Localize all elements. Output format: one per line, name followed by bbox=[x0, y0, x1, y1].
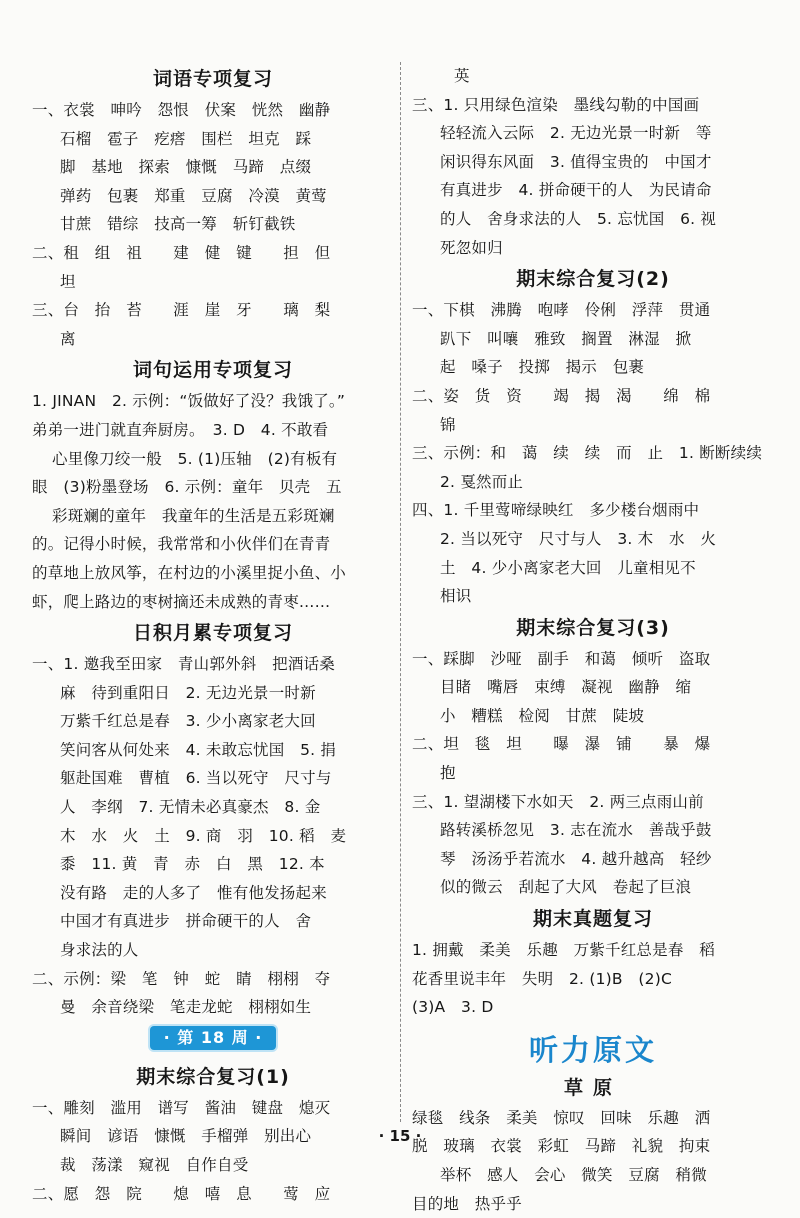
answer-line: 身求法的人 bbox=[60, 941, 139, 960]
answer-line: 四、1. 千里莺啼绿映红 多少楼台烟雨中 bbox=[412, 501, 700, 520]
answer-line: 坦 bbox=[60, 272, 76, 291]
answer-line: 甘蔗 错综 技高一筹 斩钉截铁 bbox=[60, 215, 296, 234]
answer-line: 目的地 热乎乎 bbox=[412, 1194, 522, 1213]
section-title-exam-review: 期末真题复习 bbox=[532, 908, 653, 931]
answer-line: 二、姿 货 资 竭 揭 渴 绵 棉 bbox=[412, 386, 711, 405]
answer-line: 木 水 火 土 9. 商 羽 10. 稻 麦 bbox=[60, 826, 347, 845]
answer-line: 躯赴国难 曹植 6. 当以死守 尺寸与 bbox=[60, 769, 332, 788]
answer-line: 的草地上放风筝，在村边的小溪里捉小鱼、小 bbox=[32, 563, 347, 582]
answer-line: 脚 基地 探索 慷慨 马蹄 点缀 bbox=[60, 158, 312, 177]
section-title-vocab: 词语专项复习 bbox=[152, 68, 273, 90]
answer-line: 万紫千红总是春 3. 少小离家老大回 bbox=[60, 712, 316, 731]
section-title-accumulation: 日积月累专项复习 bbox=[132, 622, 293, 645]
answer-line: 路转溪桥忽见 3. 志在流水 善哉乎鼓 bbox=[440, 821, 712, 840]
answer-line: 土 4. 少小离家老大回 儿童相见不 bbox=[440, 558, 696, 577]
answer-line: 三、1. 只用绿色渲染 墨线勾勒的中国画 bbox=[412, 95, 700, 114]
answer-line: 起 嗓子 投掷 揭示 包裹 bbox=[440, 358, 645, 377]
answer-line: 二、租 组 祖 建 健 键 担 但 bbox=[32, 243, 331, 262]
answer-line: 2. 戛然而止 bbox=[440, 472, 524, 491]
answer-line: 英 bbox=[454, 67, 470, 85]
answer-line: 脱 玻璃 衣裳 彩虹 马蹄 礼貌 拘束 bbox=[412, 1137, 711, 1156]
answer-line: 1. 拥戴 柔美 乐趣 万紫千红总是春 稻 bbox=[412, 941, 715, 960]
left-column bbox=[32, 62, 394, 1208]
answer-line: 一、下棋 沸腾 咆哮 伶俐 浮萍 贯通 bbox=[412, 301, 711, 320]
answer-line: 一、衣裳 呻吟 怨恨 伏案 恍然 幽静 bbox=[32, 101, 331, 119]
answer-line: 离 bbox=[60, 329, 76, 348]
answer-line: 的。记得小时候，我常常和小伙伴们在青青 bbox=[32, 535, 331, 554]
answer-line: 锦 bbox=[440, 415, 456, 434]
answer-line: 二、示例：梁 笔 钟 蛇 睛 栩栩 夺 bbox=[32, 969, 331, 988]
answer-line: 有真进步 4. 拼命硬干的人 为民请命 bbox=[440, 181, 712, 200]
answer-line: 二、愿 怨 院 熄 嘻 息 莺 应 bbox=[32, 1184, 331, 1203]
answer-line: 眼 (3)粉墨登场 6. 示例：童年 贝壳 五 bbox=[32, 478, 342, 497]
answer-line: 似的微云 刮起了大风 卷起了巨浪 bbox=[440, 878, 692, 897]
answer-line: 一、1. 邀我至田家 青山郭外斜 把酒话桑 bbox=[32, 655, 335, 674]
week-badge: · 第 18 周 · bbox=[150, 1026, 277, 1050]
answer-line: 1. JINAN 2. 示例：“饭做好了没？我饿了。” bbox=[32, 392, 346, 411]
answer-line: 闲识得东风面 3. 值得宝贵的 中国才 bbox=[440, 152, 712, 171]
answer-line: 琴 汤汤乎若流水 4. 越升越高 轻纱 bbox=[440, 849, 712, 868]
answer-line: 一、踩脚 沙哑 副手 和蔼 倾听 盗取 bbox=[412, 649, 711, 668]
answer-line: 一、雕刻 滥用 谱写 酱油 键盘 熄灭 bbox=[32, 1098, 331, 1117]
page-number: · 15 · bbox=[378, 1127, 422, 1145]
section-title-sentence: 词句运用专项复习 bbox=[132, 359, 293, 382]
answer-line: 抱 bbox=[440, 764, 456, 783]
answer-line: 弟弟一进门就直奔厨房。 3. D 4. 不敢看 bbox=[32, 420, 329, 439]
answer-line: 曼 余音绕梁 笔走龙蛇 栩栩如生 bbox=[60, 998, 312, 1017]
answer-line: 相识 bbox=[440, 587, 472, 606]
answer-line: 花香里说丰年 失明 2. (1)B (2)C bbox=[412, 969, 672, 988]
answer-line: 心里像刀绞一般 5. (1)压轴 (2)有板有 bbox=[52, 449, 338, 468]
answer-line: 虾，爬上路边的枣树摘还未成熟的青枣…… bbox=[32, 592, 331, 611]
answer-line: 的人 舍身求法的人 5. 忘忧国 6. 视 bbox=[440, 209, 717, 228]
answer-line: 轻轻流入云际 2. 无边光景一时新 等 bbox=[440, 124, 712, 143]
answer-line: 弹药 包裹 郑重 豆腐 冷漠 黄莺 bbox=[60, 186, 327, 205]
section-title-final-review-1: 期末综合复习(1) bbox=[136, 1065, 290, 1088]
answer-line: 三、1. 望湖楼下水如天 2. 两三点雨山前 bbox=[412, 792, 704, 811]
answer-line: 2. 当以死守 尺寸与人 3. 木 水 火 bbox=[440, 529, 717, 548]
listening-subtitle: 草原 bbox=[563, 1076, 622, 1099]
answer-line: 举杯 感人 会心 微笑 豆腐 稍微 bbox=[440, 1166, 707, 1184]
answer-line: 二、坦 毯 坦 曝 瀑 铺 暴 爆 bbox=[412, 735, 711, 754]
answer-line: 趴下 叫嚷 雅致 搁置 淋湿 掀 bbox=[440, 329, 692, 348]
section-title-final-review-2: 期末综合复习(2) bbox=[516, 268, 670, 291]
listening-title: 听力原文 bbox=[528, 1032, 657, 1067]
week-badge-wrap bbox=[32, 1022, 394, 1060]
answer-line: 彩斑斓的童年 我童年的生活是五彩斑斓 bbox=[52, 506, 335, 525]
answer-line: 麻 待到重阳日 2. 无边光景一时新 bbox=[60, 683, 316, 702]
answer-line: 石榴 雹子 疙瘩 围栏 坦克 踩 bbox=[60, 129, 312, 148]
answer-line: 中国才有真进步 拼命硬干的人 舍 bbox=[60, 912, 312, 931]
answer-line: (3)A 3. D bbox=[412, 998, 494, 1017]
answer-line: 人 李纲 7. 无情未必真豪杰 8. 金 bbox=[60, 798, 321, 817]
answer-line: 黍 11. 黄 青 赤 白 黑 12. 本 bbox=[60, 855, 325, 874]
right-column bbox=[412, 62, 774, 1218]
answer-line: 瞬间 谚语 慷慨 手榴弹 别出心 bbox=[60, 1127, 312, 1146]
answer-line: 目睹 嘴唇 束缚 凝视 幽静 缩 bbox=[440, 678, 692, 697]
answer-line: 绿毯 线条 柔美 惊叹 回味 乐趣 洒 bbox=[412, 1108, 711, 1127]
answer-line: 三、示例：和 蔼 续 续 而 止 1. 断断续续 bbox=[412, 444, 763, 463]
answer-line: 裁 荡漾 窥视 自作自受 bbox=[60, 1156, 249, 1174]
column-divider bbox=[400, 62, 401, 1122]
answer-line: 三、台 抬 苔 涯 崖 牙 璃 梨 bbox=[32, 301, 331, 320]
answer-line: 笑问客从何处来 4. 未敢忘忧国 5. 捐 bbox=[60, 740, 337, 759]
answer-line: 小 糟糕 检阅 甘蔗 陡坡 bbox=[440, 706, 645, 725]
section-title-final-review-3: 期末综合复习(3) bbox=[516, 616, 670, 639]
answer-line: 死忽如归 bbox=[440, 238, 503, 257]
answer-line: 没有路 走的人多了 惟有他发扬起来 bbox=[60, 883, 327, 902]
